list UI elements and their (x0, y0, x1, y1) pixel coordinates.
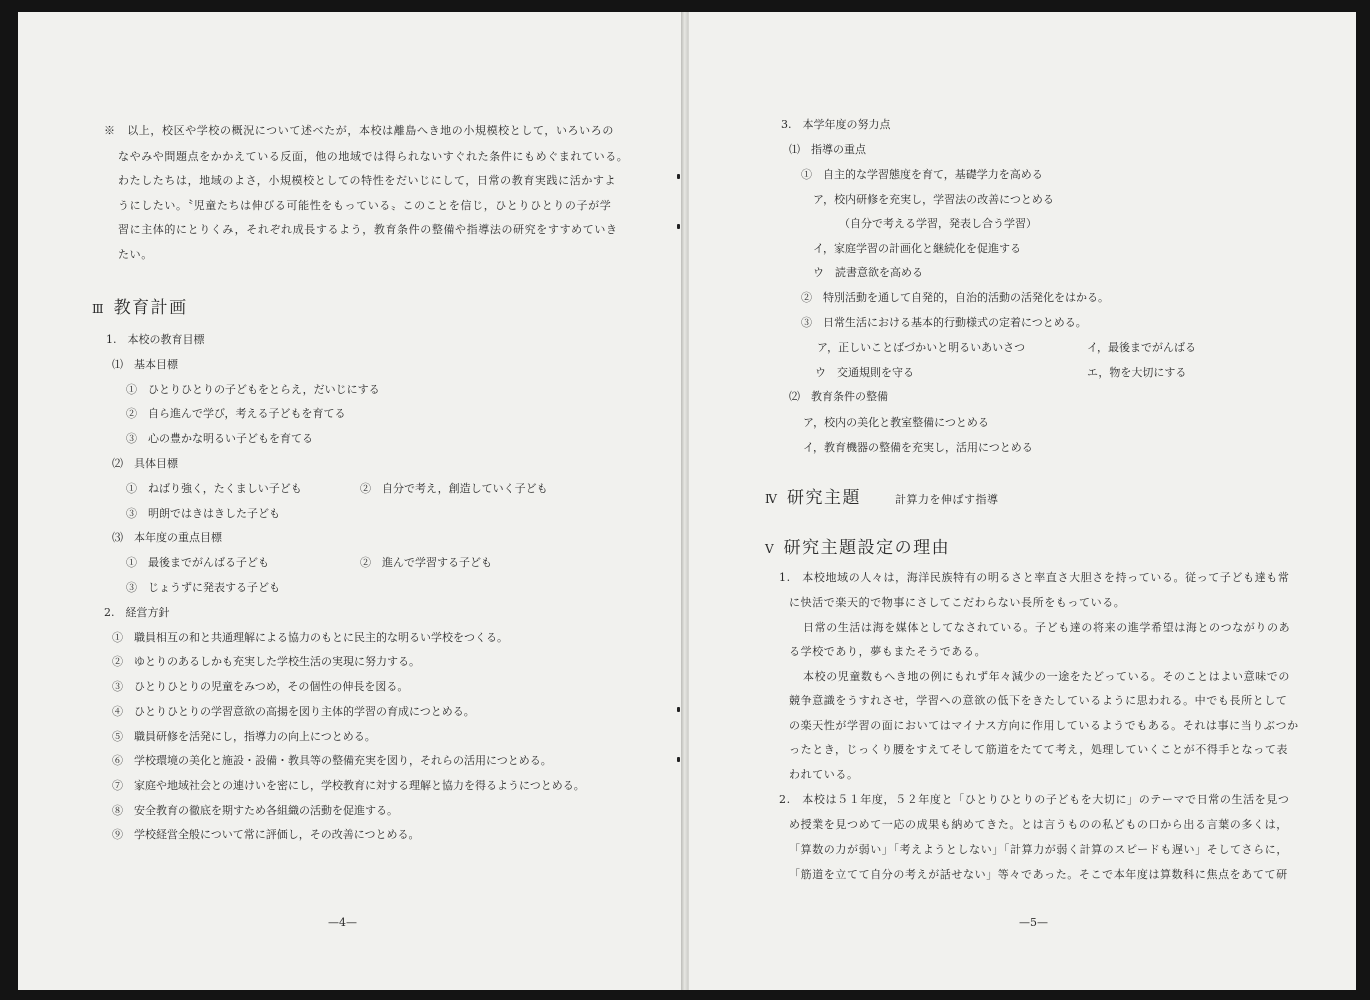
concrete-goal-item: ③ 明朗ではきはきした子ども (126, 507, 280, 520)
body-line: 「算数の力が弱い」「考えようとしない」「計算力が弱く計算のスピードも遅い」そしてさらに， (789, 843, 1288, 856)
binding-hole (677, 174, 680, 179)
year-goal-item: ③ じょうずに発表する子ども (126, 581, 280, 594)
section-title: 教育計画 (113, 298, 188, 318)
body-line: 競争意識をうすれさせ，学習への意欲の低下をきたしているように思われる。中でも長所として (789, 694, 1288, 707)
body-line: 2. 本校は５１年度，５２年度と「ひとりひとりの子どもを大切に」のテーマで日常の生活を見つ (779, 793, 1290, 806)
policy-item: ⑥ 学校環境の美化と施設・設備・教具等の整備充実を図り，それらの活用につとめる。 (112, 754, 552, 767)
note-line: 習に主体的にとりくみ，それぞれ成長するよう，教育条件の整備や指導法の研究をすすめていき (118, 223, 618, 236)
policy-item: ④ ひとりひとりの学習意欲の高揚を図り主体的学習の育成につとめる。 (112, 705, 475, 718)
research-theme: 計算力を伸ばす指導 (895, 493, 999, 506)
note-line: たい。 (118, 248, 153, 261)
basic-goal-item: ③ 心の豊かな明るい子どもを育てる (126, 432, 313, 445)
focus-item: ウ 読書意欲を高める (813, 266, 923, 279)
heading-conditions: ⑵ 教育条件の整備 (789, 390, 888, 403)
heading-basic-goals: ⑴ 基本目標 (112, 358, 178, 371)
body-line: め授業を見つめて一応の成果も納めてきた。とは言うものの私どもの口から出る言葉の多くは， (789, 818, 1288, 831)
basic-goal-item: ① ひとりひとりの子どもをとらえ，だいじにする (126, 383, 380, 396)
habit-item: ア，正しいことばづかいと明るいあいさつ (817, 341, 1026, 354)
right-page (688, 12, 1356, 990)
year-goal-item: ② 進んで学習する子ども (360, 556, 492, 569)
note-line: うにしたい。〝児童たちは伸びる可能性をもっている〟このことを信じ，ひとりひとりの子が学 (118, 199, 612, 212)
body-line: る学校であり，夢もまたそうである。 (789, 645, 987, 658)
body-line: 1. 本校地域の人々は，海洋民族特有の明るさと率直さ大胆さを持っている。従って子ども達も常 (779, 571, 1290, 584)
body-line: に快活で楽天的で物事にさしてこだわらない長所をもっている。 (789, 596, 1126, 609)
focus-item: ③ 日常生活における基本的行動様式の定着につとめる。 (801, 316, 1087, 329)
condition-item: ア，校内の美化と教室整備につとめる (803, 416, 989, 429)
condition-item: イ，教育機器の整備を充実し，活用につとめる (803, 441, 1033, 454)
section-title: 研究主題設定の理由 (783, 538, 951, 558)
habit-item: ウ 交通規則を守る (815, 366, 914, 379)
section-number: Ⅲ (92, 302, 104, 316)
policy-item: ⑨ 学校経営全般について常に評価し，その改善につとめる。 (112, 828, 420, 841)
page-number: —4— (328, 916, 357, 929)
body-line: 本校の児童数もへき地の例にもれず年々減少の一途をたどっている。そのことはよい意味での (803, 670, 1290, 683)
policy-item: ① 職員相互の和と共通理解による協力のもとに民主的な明るい学校をつくる。 (112, 631, 508, 644)
section-heading-3 (92, 298, 188, 319)
year-goal-item: ① 最後までがんばる子ども (126, 556, 269, 569)
section-number: Ⅳ (765, 492, 777, 506)
policy-item: ② ゆとりのあるしかも充実した学校生活の実現に努力する。 (112, 655, 420, 668)
heading-year-goals: ⑶ 本年度の重点目標 (112, 531, 222, 544)
note-line: ※ 以上，校区や学校の概況について述べたが，本校は離島へき地の小規模校として，いろいろの (104, 124, 614, 137)
heading-goals: 1. 本校の教育目標 (106, 333, 205, 346)
concrete-goal-item: ① ねばり強く，たくましい子ども (126, 482, 302, 495)
focus-item: ② 特別活動を通して自発的，自治的活動の活発化をはかる。 (801, 291, 1109, 304)
section-number: Ⅴ (765, 542, 774, 556)
binding-hole (677, 757, 680, 762)
focus-item: イ，家庭学習の計画化と継続化を促進する (813, 242, 1022, 255)
body-line: の楽天性が学習の面においてはマイナス方向に作用しているようでもある。それは事に当りぶつか (789, 719, 1299, 732)
habit-item: エ，物を大切にする (1087, 366, 1187, 379)
page-number: —5— (1019, 916, 1048, 929)
policy-item: ⑤ 職員研修を活発にし，指導力の向上につとめる。 (112, 730, 376, 743)
policy-item: ③ ひとりひとりの児童をみつめ，その個性の伸長を図る。 (112, 680, 409, 693)
left-page (18, 12, 682, 990)
heading-concrete-goals: ⑵ 具体目標 (112, 457, 178, 470)
focus-item: ア，校内研修を充実し，学習法の改善につとめる (813, 193, 1054, 206)
body-line: 日常の生活は海を媒体としてなされている。子ども達の将来の進学希望は海とのつながりのあ (803, 621, 1291, 634)
heading-effort: 3. 本学年度の努力点 (781, 118, 891, 131)
section-title: 研究主題 (787, 488, 861, 508)
section-heading-4 (765, 488, 999, 510)
body-line: 「筋道を立てて自分の考えが話せない」等々であった。そこで本年度は算数科に焦点をあてて研 (789, 868, 1288, 881)
heading-focus: ⑴ 指導の重点 (789, 143, 866, 156)
note-line: なやみや問題点をかかえている反面，他の地域では得られないすぐれた条件にもめぐまれている。 (118, 150, 629, 163)
focus-item: ① 自主的な学習態度を育て，基礎学力を高める (801, 168, 1043, 181)
habit-item: イ，最後までがんばる (1087, 341, 1197, 354)
note-line: わたしたちは，地域のよさ，小規模校としての特性をだいじにして，日常の教育実践に活かすよ (118, 174, 617, 187)
body-line: われている。 (789, 768, 859, 781)
basic-goal-item: ② 自ら進んで学び，考える子どもを育てる (126, 407, 346, 420)
body-line: ったとき，じっくり腰をすえてそして筋道をたてて考え，処理していくことが不得手となって表 (789, 743, 1289, 756)
heading-policy: 2. 経営方針 (104, 606, 170, 619)
binding-hole (677, 224, 680, 229)
binding-hole (677, 707, 680, 712)
focus-item: （自分で考える学習，発表し合う学習） (839, 217, 1037, 230)
section-heading-5 (765, 538, 950, 559)
policy-item: ⑦ 家庭や地域社会との連けいを密にし，学校教育に対する理解と協力を得るようにつとめる。 (112, 779, 585, 792)
policy-item: ⑧ 安全教育の徹底を期すため各組織の活動を促進する。 (112, 804, 398, 817)
concrete-goal-item: ② 自分で考え，創造していく子ども (360, 482, 548, 495)
